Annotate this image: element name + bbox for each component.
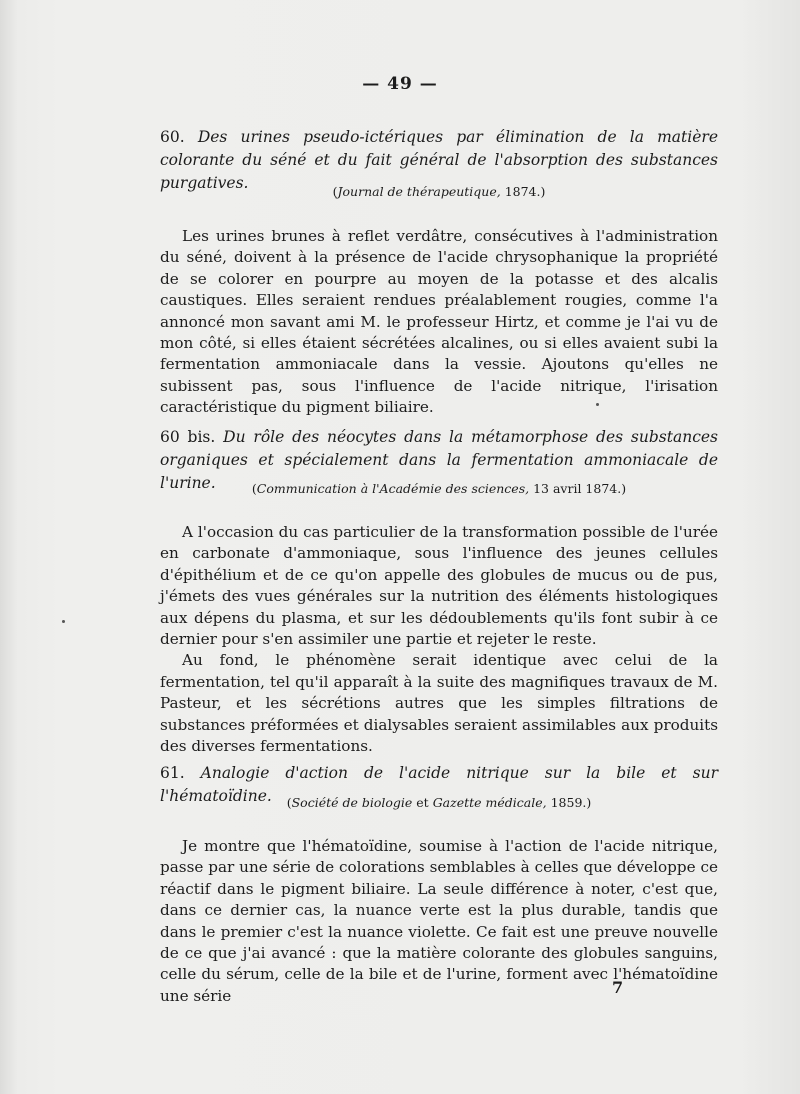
section-60-source-year: 1874. bbox=[500, 184, 541, 199]
section-61-source-gazette: Gazette médicale, bbox=[432, 795, 547, 810]
section-60bis-title: Du rôle des néocytes dans la métamorphose des substances organiques et spécialement dans la fermentation ammoniacale de l'urine. bbox=[160, 428, 719, 492]
section-60bis-source-academy: Communication à l'Académie des sciences, bbox=[256, 481, 530, 496]
section-60-title: Des urines pseudo-ictériques par élimination de la matière colorante du séné et du fait général de l'absorption des substances purgatives. bbox=[160, 128, 718, 192]
scan-speck bbox=[596, 403, 599, 406]
section-61-source-society: Société de biologie bbox=[291, 795, 413, 810]
section-60bis-source-date: 13 avril 1874. bbox=[529, 481, 622, 496]
signature-mark: 7 bbox=[612, 978, 624, 997]
section-60bis-number: 60 bis. bbox=[160, 428, 216, 446]
section-61-source: (Société de biologie et Gazette médicale, 1859.) bbox=[286, 795, 592, 810]
section-60-body bbox=[160, 226, 718, 419]
section-61-title: Analogie d'action de l'acide nitrique sur la bile et sur l'hématoïdine. bbox=[160, 764, 718, 805]
section-61-source-year: 1859. bbox=[546, 795, 587, 810]
section-60bis-paragraph-2: Au fond, le phénomène serait identique avec celui de la fermentation, tel qu'il apparaît à la suite des magnifiques travaux de M. Pasteur, et les sécrétions autres que les simples filtrations de substances préformées et dialysables seraient assimilables aux produits des diverses fermentations. bbox=[160, 651, 718, 756]
section-61-source-conj: et bbox=[412, 795, 433, 810]
scan-speck bbox=[62, 620, 65, 623]
section-60-source: (Journal de thérapeutique, 1874.) bbox=[332, 184, 546, 199]
section-60bis-source: (Communication à l'Académie des sciences, 13 avril 1874.) bbox=[251, 481, 627, 496]
section-60bis-paragraph-1: A l'occasion du cas particulier de la transformation possible de l'urée en carbonate d'ammoniaque, sous l'influence des jeunes cellules d'épithélium et de ce qu'on appelle des globules de mucus ou de pus, j'émets des vues générales sur la nutrition des éléments histologiques aux dépens du plasma, et sur les dédoublements qu'ils font subir à ce dernier pour s'en assimiler une partie et rejeter le reste. bbox=[160, 523, 718, 649]
section-61-paragraph: Je montre que l'hématoïdine, soumise à l'action de l'acide nitrique, passe par une série de colorations semblables à celles que développe ce réactif dans le pigment biliaire. La seule différence à noter, c'est que, dans ce dernier cas, la nuance verte est la plus durable, tandis que dans le premier c'est la nuance violette. Ce fait est une preuve nouvelle de ce que j'ai avancé : que la matière colorante des globules sanguins, celle du sérum, celle de la bile et de l'urine, forment avec l'hématoïdine une série bbox=[160, 837, 718, 1005]
section-61-body bbox=[160, 836, 718, 1007]
section-60-number: 60. bbox=[160, 128, 185, 146]
section-60-paragraph: Les urines brunes à reflet verdâtre, consécutives à l'administration du séné, doivent à la présence de l'acide chrysophanique la propriété de se colorer en pourpre au moyen de la potasse et des alcalis caustiques. Elles seraient rendues préalablement rougies, comme l'a annoncé mon savant ami M. le professeur Hirtz, et comme je l'ai vu de mon côté, si elles étaient sécrétées alcalines, ou si elles avaient subi la fermentation ammoniacale dans la vessie. Ajoutons qu'elles ne subissent pas, sous l'influence de l'acide nitrique, l'irisation caractéristique du pigment biliaire. bbox=[160, 227, 718, 417]
page-number: — 49 — bbox=[362, 74, 438, 94]
section-60bis-body bbox=[160, 522, 718, 757]
section-61-number: 61. bbox=[160, 764, 185, 782]
section-60-source-journal: Journal de thérapeutique, bbox=[337, 184, 501, 199]
